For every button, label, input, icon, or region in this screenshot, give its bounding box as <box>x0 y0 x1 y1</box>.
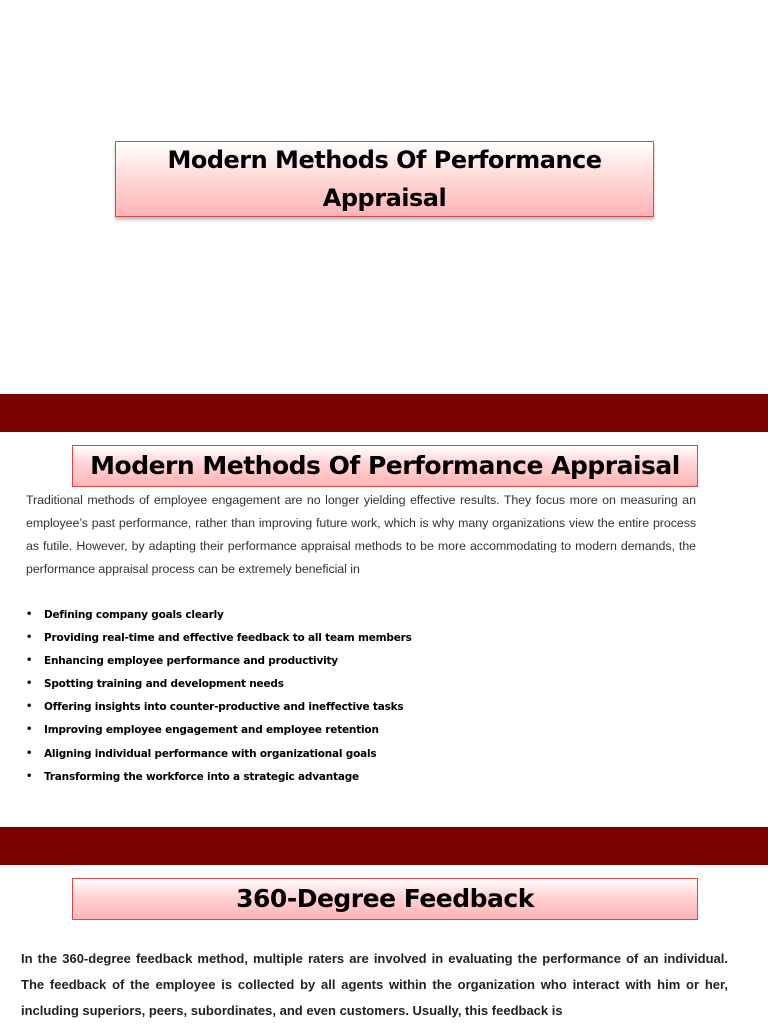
slide-title-box <box>115 141 654 217</box>
intro-paragraph: Traditional methods of employee engagement are no longer yielding effective results. They focus more on measuring an employee’s past performance, rather than improving future work, which is why many organizations view the entire process as futile. However, by adapting their performance appraisal methods to be more accommodating to modern demands, the performance appraisal process can be extremely beneficial in <box>26 493 696 577</box>
section-heading-box <box>72 878 698 920</box>
list-item: • Transforming the workforce into a strategic advantage <box>26 766 706 789</box>
section-heading: 360-Degree Feedback <box>236 884 534 913</box>
bullet-icon: • <box>26 701 33 713</box>
list-item: • Improving employee engagement and employee retention <box>26 719 706 742</box>
bullet-icon: • <box>26 770 33 782</box>
list-item: • Defining company goals clearly <box>26 604 706 627</box>
benefits-list <box>26 604 706 789</box>
list-item: • Offering insights into counter-productive and ineffective tasks <box>26 696 706 719</box>
bullet-icon: • <box>26 678 33 690</box>
feedback-paragraph: In the 360-degree feedback method, multiple raters are involved in evaluating the performance of an individual. The feedback of the employee is collected by all agents within the organization who interact with him or her, including superiors, peers, subordinates, and even customers. Usually, this feedback is <box>21 951 728 1018</box>
list-item: • Enhancing employee performance and productivity <box>26 650 706 673</box>
bullet-icon: • <box>26 655 33 667</box>
bullet-icon: • <box>26 747 33 759</box>
slide-title: Modern Methods Of Performance Appraisal <box>167 146 602 212</box>
list-item: • Providing real-time and effective feedback to all team members <box>26 627 706 650</box>
bullet-icon: • <box>26 632 33 644</box>
section-heading: Modern Methods Of Performance Appraisal <box>90 451 680 480</box>
bullet-icon: • <box>26 609 33 620</box>
bullet-icon: • <box>26 724 33 736</box>
slide-divider <box>0 394 768 432</box>
section-heading-box <box>72 445 698 487</box>
list-item: • Aligning individual performance with organizational goals <box>26 743 706 766</box>
list-item: • Spotting training and development needs <box>26 673 706 696</box>
slide-divider <box>0 827 768 865</box>
